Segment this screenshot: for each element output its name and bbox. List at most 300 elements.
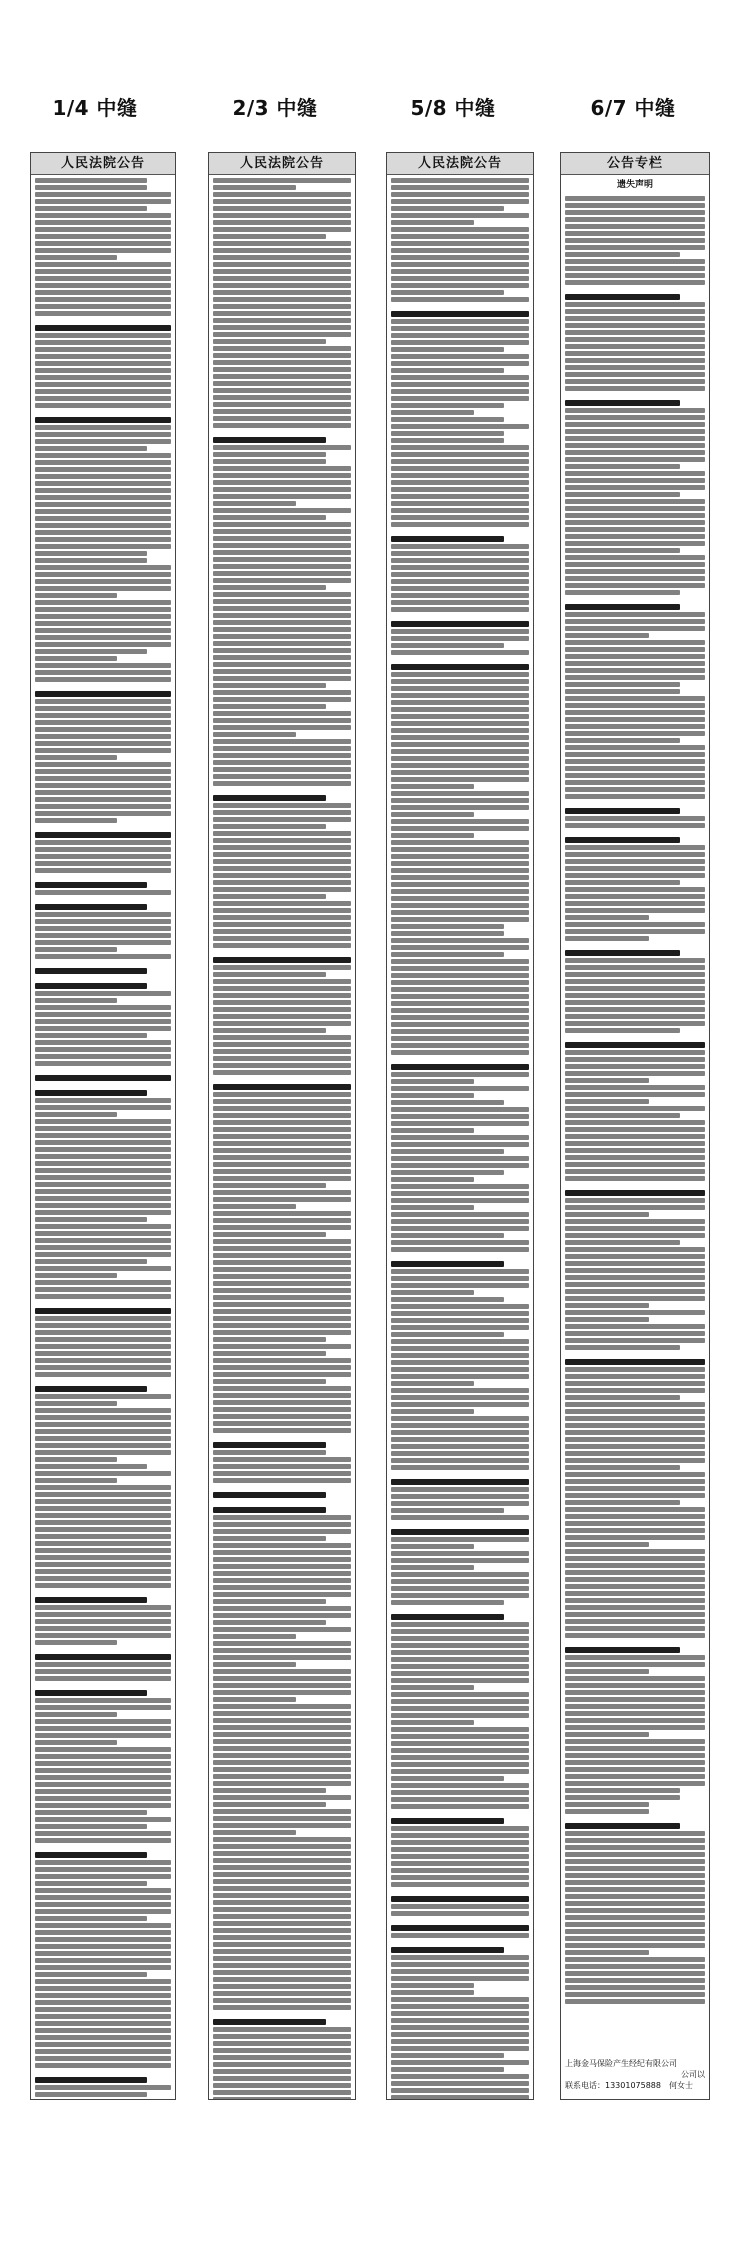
text-line bbox=[35, 1323, 171, 1328]
text-line bbox=[391, 1558, 529, 1563]
text-line bbox=[213, 1676, 351, 1681]
text-line bbox=[565, 972, 705, 977]
size-label-2: 2/3 中缝 bbox=[232, 96, 318, 120]
text-line bbox=[213, 1281, 351, 1286]
column-title: 人民法院公告 bbox=[387, 153, 533, 175]
text-line bbox=[391, 593, 529, 598]
text-line bbox=[213, 1844, 351, 1849]
text-line bbox=[213, 1148, 351, 1153]
text-line bbox=[391, 1593, 529, 1598]
text-line bbox=[391, 1790, 529, 1795]
text-line bbox=[391, 1297, 504, 1302]
text-line bbox=[35, 439, 171, 444]
text-line bbox=[35, 425, 171, 430]
text-line bbox=[35, 1147, 171, 1152]
text-line bbox=[35, 2035, 171, 2040]
paragraph-gap bbox=[565, 597, 705, 601]
text-line bbox=[391, 2067, 504, 2072]
paragraph-gap bbox=[35, 1590, 171, 1594]
text-line bbox=[391, 959, 529, 964]
text-line bbox=[213, 297, 351, 302]
text-line bbox=[213, 1400, 351, 1405]
text-line bbox=[391, 1043, 529, 1048]
text-line bbox=[565, 710, 705, 715]
text-line bbox=[213, 1507, 326, 1513]
text-line bbox=[565, 1212, 649, 1217]
text-line bbox=[391, 1177, 474, 1182]
text-line bbox=[213, 1543, 351, 1548]
text-line bbox=[213, 993, 351, 998]
text-line bbox=[35, 1754, 171, 1759]
text-line bbox=[565, 1549, 705, 1554]
text-line bbox=[565, 1514, 705, 1519]
text-line bbox=[213, 269, 351, 274]
text-line bbox=[391, 952, 504, 957]
text-line bbox=[35, 1874, 171, 1879]
text-line bbox=[565, 661, 705, 666]
text-line bbox=[213, 262, 351, 267]
text-line bbox=[35, 1401, 117, 1406]
text-line bbox=[35, 375, 171, 380]
text-line bbox=[35, 432, 171, 437]
text-line bbox=[391, 1381, 474, 1386]
text-line bbox=[35, 1867, 171, 1872]
text-line bbox=[213, 592, 351, 597]
text-line bbox=[565, 1437, 705, 1442]
text-line bbox=[213, 1683, 351, 1688]
text-line bbox=[565, 1078, 649, 1083]
text-line bbox=[565, 506, 705, 511]
text-line bbox=[565, 1908, 705, 1913]
text-line bbox=[35, 389, 171, 394]
text-line bbox=[35, 185, 147, 190]
text-line bbox=[565, 1809, 649, 1814]
text-line bbox=[35, 467, 171, 472]
text-line bbox=[213, 1515, 351, 1520]
text-line bbox=[391, 1360, 529, 1365]
text-line bbox=[391, 501, 529, 506]
text-line bbox=[213, 1900, 351, 1905]
text-line bbox=[391, 1515, 529, 1520]
text-line bbox=[35, 1895, 171, 1900]
text-line bbox=[35, 1698, 171, 1703]
paragraph-gap bbox=[35, 825, 171, 829]
text-line bbox=[35, 713, 171, 718]
text-line bbox=[391, 410, 474, 415]
paragraph-gap bbox=[35, 875, 171, 879]
text-line bbox=[391, 1079, 474, 1084]
text-line bbox=[213, 1977, 351, 1982]
text-line bbox=[213, 1928, 351, 1933]
text-line bbox=[391, 1444, 529, 1449]
text-line bbox=[213, 979, 351, 984]
text-line bbox=[391, 1657, 529, 1662]
text-line bbox=[35, 1019, 171, 1024]
text-line bbox=[213, 620, 351, 625]
text-line bbox=[391, 1572, 529, 1577]
text-line bbox=[391, 375, 529, 380]
text-line bbox=[391, 290, 504, 295]
text-line bbox=[565, 1148, 705, 1153]
text-line bbox=[391, 679, 529, 684]
text-line bbox=[565, 1985, 705, 1990]
text-line bbox=[565, 337, 705, 342]
text-line bbox=[213, 550, 351, 555]
text-line bbox=[391, 826, 529, 831]
text-line bbox=[35, 1337, 171, 1342]
text-line bbox=[391, 551, 529, 556]
text-line bbox=[35, 1098, 171, 1103]
text-line bbox=[565, 527, 705, 532]
text-line bbox=[213, 1421, 351, 1426]
text-line bbox=[391, 805, 529, 810]
text-line bbox=[565, 852, 705, 857]
text-line bbox=[565, 654, 705, 659]
text-line bbox=[565, 429, 705, 434]
text-line bbox=[391, 424, 529, 429]
paragraph-gap bbox=[35, 976, 171, 980]
text-line bbox=[391, 1699, 529, 1704]
text-line bbox=[213, 718, 351, 723]
text-line bbox=[565, 1423, 705, 1428]
text-line bbox=[213, 845, 351, 850]
text-line bbox=[35, 1119, 171, 1124]
text-line bbox=[565, 1268, 705, 1273]
text-line bbox=[391, 389, 529, 394]
text-line bbox=[391, 1008, 529, 1013]
text-line bbox=[391, 994, 529, 999]
text-line bbox=[35, 861, 171, 866]
text-line bbox=[213, 774, 351, 779]
text-line bbox=[565, 745, 705, 750]
text-line bbox=[213, 1288, 351, 1293]
text-line bbox=[213, 1014, 351, 1019]
text-line bbox=[35, 741, 171, 746]
text-line bbox=[35, 417, 171, 423]
text-line bbox=[565, 1374, 705, 1379]
notice-column-1 bbox=[30, 152, 176, 2100]
text-line bbox=[213, 1781, 351, 1786]
text-line bbox=[35, 840, 171, 845]
text-line bbox=[213, 318, 351, 323]
text-line bbox=[213, 739, 351, 744]
text-line bbox=[391, 586, 529, 591]
text-line bbox=[565, 1113, 680, 1118]
text-line bbox=[213, 1316, 351, 1321]
text-line bbox=[35, 1633, 171, 1638]
text-line bbox=[565, 612, 705, 617]
text-line bbox=[565, 1788, 680, 1793]
text-line bbox=[35, 1534, 171, 1539]
text-line bbox=[213, 831, 351, 836]
text-line bbox=[391, 812, 474, 817]
text-line bbox=[213, 943, 351, 948]
text-line bbox=[391, 847, 529, 852]
text-line bbox=[565, 541, 705, 546]
text-line bbox=[213, 986, 351, 991]
text-line bbox=[391, 220, 474, 225]
text-line bbox=[391, 1713, 529, 1718]
text-line bbox=[35, 1365, 171, 1370]
text-line bbox=[565, 471, 705, 476]
text-line bbox=[35, 1958, 171, 1963]
text-line bbox=[565, 1591, 705, 1596]
text-line bbox=[565, 1169, 705, 1174]
text-line bbox=[213, 1795, 351, 1800]
text-line bbox=[391, 1636, 529, 1641]
text-line bbox=[213, 515, 326, 520]
text-line bbox=[391, 459, 529, 464]
text-line bbox=[35, 832, 171, 838]
text-line bbox=[391, 347, 504, 352]
text-line bbox=[565, 859, 705, 864]
text-line bbox=[391, 2074, 529, 2079]
text-line bbox=[35, 178, 147, 183]
text-line bbox=[391, 1861, 529, 1866]
text-line bbox=[35, 968, 147, 974]
text-line bbox=[565, 408, 705, 413]
text-line bbox=[391, 1205, 474, 1210]
text-line bbox=[213, 1886, 351, 1891]
text-line bbox=[35, 1831, 171, 1836]
column-title: 人民法院公告 bbox=[209, 153, 355, 175]
text-line bbox=[35, 1154, 171, 1159]
text-line bbox=[391, 917, 529, 922]
text-line bbox=[565, 478, 705, 483]
text-line bbox=[35, 1436, 171, 1441]
text-line bbox=[391, 2088, 529, 2093]
text-line bbox=[391, 903, 529, 908]
text-line bbox=[213, 1557, 351, 1562]
text-line bbox=[35, 347, 171, 352]
text-line bbox=[35, 1196, 171, 1201]
text-line bbox=[391, 1983, 474, 1988]
text-line bbox=[565, 1887, 705, 1892]
text-line bbox=[35, 1252, 171, 1257]
text-line bbox=[213, 1183, 326, 1188]
text-line bbox=[391, 1072, 529, 1077]
text-line bbox=[391, 255, 529, 260]
text-line bbox=[391, 417, 504, 422]
text-line bbox=[391, 735, 529, 740]
text-line bbox=[565, 1219, 705, 1224]
text-line bbox=[391, 686, 529, 691]
text-line bbox=[35, 1012, 171, 1017]
text-line bbox=[213, 585, 326, 590]
text-line bbox=[35, 1112, 117, 1117]
text-line bbox=[391, 2095, 529, 2100]
text-line bbox=[565, 443, 705, 448]
text-line bbox=[35, 2085, 171, 2090]
text-line bbox=[391, 1261, 504, 1267]
text-line bbox=[391, 403, 504, 408]
text-line bbox=[565, 794, 705, 799]
text-line bbox=[391, 1833, 529, 1838]
text-line bbox=[213, 767, 351, 772]
text-line bbox=[35, 1669, 171, 1674]
text-line bbox=[213, 185, 296, 190]
paragraph-gap bbox=[35, 961, 171, 965]
text-line bbox=[35, 1712, 117, 1717]
paragraph-gap bbox=[35, 1845, 171, 1849]
text-line bbox=[213, 817, 351, 822]
text-line bbox=[565, 1296, 705, 1301]
text-line bbox=[391, 1783, 529, 1788]
paragraph-gap bbox=[35, 1083, 171, 1087]
text-line bbox=[391, 664, 529, 670]
text-line bbox=[565, 562, 705, 567]
text-line bbox=[391, 1664, 529, 1669]
text-line bbox=[35, 1513, 171, 1518]
text-line bbox=[565, 252, 680, 257]
text-line bbox=[565, 682, 680, 687]
text-line bbox=[565, 400, 680, 406]
text-line bbox=[391, 1614, 504, 1620]
text-line bbox=[565, 1669, 649, 1674]
text-line bbox=[391, 798, 529, 803]
text-line bbox=[213, 648, 351, 653]
text-line bbox=[213, 1344, 351, 1349]
text-line bbox=[565, 1409, 705, 1414]
text-line bbox=[35, 1789, 171, 1794]
text-line bbox=[35, 340, 171, 345]
text-line bbox=[391, 1107, 529, 1112]
size-label-1: 1/4 中缝 bbox=[52, 96, 138, 120]
text-line bbox=[391, 700, 529, 705]
text-line bbox=[35, 600, 171, 605]
text-line bbox=[565, 1753, 705, 1758]
text-line bbox=[35, 2042, 171, 2047]
text-line bbox=[565, 675, 705, 680]
text-line bbox=[213, 901, 351, 906]
text-line bbox=[391, 1847, 529, 1852]
text-line bbox=[35, 495, 171, 500]
text-line bbox=[391, 1544, 474, 1549]
text-line bbox=[391, 1163, 529, 1168]
text-line bbox=[565, 1838, 705, 1843]
text-line bbox=[213, 2005, 351, 2010]
text-line bbox=[35, 1471, 171, 1476]
text-line bbox=[213, 1620, 326, 1625]
text-line bbox=[213, 1007, 351, 1012]
text-line bbox=[391, 854, 529, 859]
text-line bbox=[213, 178, 351, 183]
text-line bbox=[35, 1280, 171, 1285]
text-line bbox=[213, 1879, 351, 1884]
paragraph-gap bbox=[391, 304, 529, 308]
text-line bbox=[565, 1416, 705, 1421]
text-line bbox=[391, 1479, 529, 1485]
text-line bbox=[391, 565, 529, 570]
text-line bbox=[565, 1205, 705, 1210]
text-line bbox=[35, 890, 171, 895]
text-line bbox=[35, 1605, 171, 1610]
size-label-3: 5/8 中缝 bbox=[410, 96, 496, 120]
text-line bbox=[565, 1233, 705, 1238]
text-line bbox=[565, 717, 705, 722]
text-line bbox=[565, 1042, 705, 1048]
text-line bbox=[213, 2097, 351, 2100]
text-line bbox=[213, 360, 351, 365]
text-line bbox=[35, 1485, 171, 1490]
text-line bbox=[35, 954, 171, 959]
text-line bbox=[213, 690, 351, 695]
paragraph-gap bbox=[391, 657, 529, 661]
text-line bbox=[391, 1840, 529, 1845]
text-line bbox=[35, 797, 171, 802]
text-line bbox=[35, 248, 171, 253]
text-line bbox=[35, 2007, 171, 2012]
text-line bbox=[213, 599, 351, 604]
text-line bbox=[565, 245, 705, 250]
text-line bbox=[213, 908, 351, 913]
text-line bbox=[565, 1598, 705, 1603]
text-line bbox=[391, 840, 529, 845]
text-line bbox=[391, 2081, 529, 2086]
text-line bbox=[565, 922, 705, 927]
text-line bbox=[565, 450, 705, 455]
text-line bbox=[391, 558, 529, 563]
text-line bbox=[213, 1190, 351, 1195]
text-line bbox=[565, 1254, 705, 1259]
text-line bbox=[35, 1852, 147, 1858]
text-line bbox=[565, 266, 705, 271]
text-line bbox=[213, 1099, 351, 1104]
text-line bbox=[565, 224, 705, 229]
text-line bbox=[391, 600, 529, 605]
text-line bbox=[565, 1683, 705, 1688]
paragraph-gap bbox=[35, 1068, 171, 1072]
text-line bbox=[213, 1337, 326, 1342]
text-line bbox=[391, 452, 529, 457]
text-line bbox=[213, 732, 296, 737]
text-line bbox=[213, 697, 351, 702]
text-line bbox=[35, 926, 171, 931]
text-line bbox=[35, 1040, 171, 1045]
text-line bbox=[35, 2000, 171, 2005]
text-line bbox=[565, 323, 705, 328]
text-line bbox=[391, 1458, 529, 1463]
text-line bbox=[35, 1640, 117, 1645]
text-line bbox=[565, 759, 705, 764]
text-line bbox=[391, 672, 529, 677]
column-title: 人民法院公告 bbox=[31, 153, 175, 175]
text-line bbox=[565, 901, 705, 906]
text-line bbox=[391, 1465, 529, 1470]
text-line bbox=[391, 1586, 529, 1591]
text-line bbox=[565, 1458, 705, 1463]
text-line bbox=[213, 1330, 351, 1335]
paragraph-gap bbox=[391, 1940, 529, 1944]
text-line bbox=[213, 1949, 351, 1954]
text-line bbox=[565, 1444, 705, 1449]
paragraph-gap bbox=[391, 529, 529, 533]
text-line bbox=[35, 1690, 147, 1696]
text-line bbox=[35, 446, 147, 451]
text-line bbox=[213, 2090, 351, 2095]
text-line bbox=[213, 1120, 351, 1125]
text-line bbox=[35, 304, 171, 309]
text-line bbox=[35, 1527, 171, 1532]
text-line bbox=[35, 1217, 147, 1222]
text-line bbox=[391, 192, 529, 197]
text-line bbox=[213, 1365, 351, 1370]
text-line bbox=[391, 1128, 474, 1133]
text-line bbox=[213, 1809, 351, 1814]
text-line bbox=[35, 1902, 171, 1907]
text-line bbox=[391, 522, 529, 527]
text-line bbox=[35, 565, 171, 570]
